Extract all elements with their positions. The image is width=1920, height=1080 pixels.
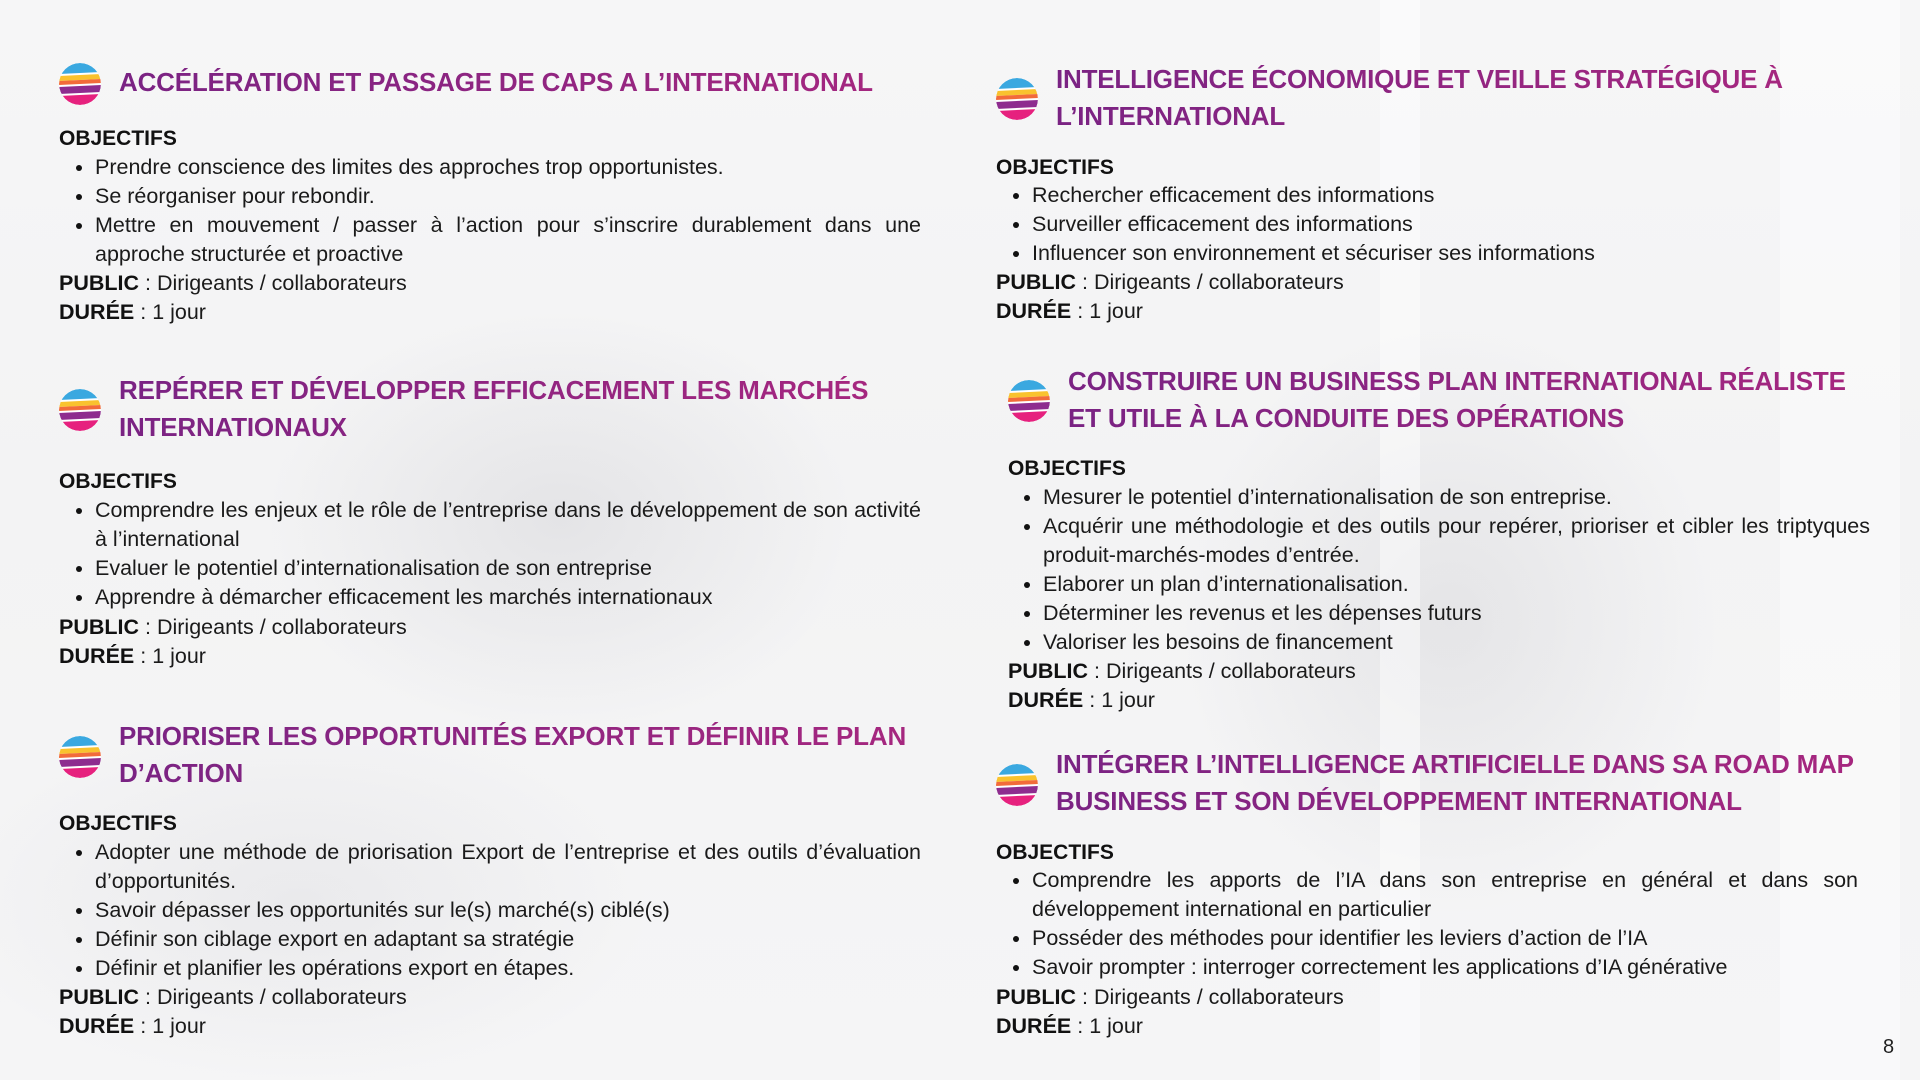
objective-item: Apprendre à démarcher efficacement les marchés internationaux bbox=[95, 583, 921, 612]
course-title: PRIORISER LES OPPORTUNITÉS EXPORT ET DÉFINIR LE PLAN D’ACTION bbox=[119, 718, 919, 792]
objective-item: Elaborer un plan d’internationalisation. bbox=[1043, 570, 1870, 599]
duration-line bbox=[996, 1012, 1143, 1041]
objective-item: Se réorganiser pour rebondir. bbox=[95, 182, 921, 211]
objectives-list bbox=[95, 153, 921, 269]
course-title: ACCÉLÉRATION ET PASSAGE DE CAPS A L’INTERNATIONAL bbox=[119, 64, 919, 101]
separator: : bbox=[139, 985, 157, 1009]
brand-logo-icon bbox=[996, 764, 1038, 806]
objective-item: Mettre en mouvement / passer à l’action pour s’inscrire durablement dans une approche structurée et proactive bbox=[95, 211, 921, 269]
duration-label: DURÉE bbox=[59, 644, 135, 668]
course-title: CONSTRUIRE UN BUSINESS PLAN INTERNATIONAL RÉALISTE ET UTILE À LA CONDUITE DES OPÉRATIONS bbox=[1068, 363, 1878, 437]
objective-item: Surveiller efficacement des informations bbox=[1032, 210, 1858, 239]
brand-logo-icon bbox=[59, 736, 101, 778]
public-label: PUBLIC bbox=[1008, 659, 1089, 683]
course-title: REPÉRER ET DÉVELOPPER EFFICACEMENT LES MARCHÉS INTERNATIONAUX bbox=[119, 372, 879, 446]
objective-item: Influencer son environnement et sécuriser ses informations bbox=[1032, 239, 1858, 268]
objectives-label: OBJECTIFS bbox=[59, 812, 177, 835]
objective-item: Adopter une méthode de priorisation Export de l’entreprise et des outils d’évaluation d’opportunités. bbox=[95, 838, 921, 896]
separator: : bbox=[134, 1014, 153, 1038]
separator: : bbox=[1071, 1014, 1090, 1038]
duration-line bbox=[1008, 686, 1155, 715]
public-line bbox=[59, 983, 407, 1012]
brand-logo-icon bbox=[996, 78, 1038, 120]
objective-item: Déterminer les revenus et les dépenses futurs bbox=[1043, 599, 1870, 628]
public-value: Dirigeants / collaborateurs bbox=[156, 271, 407, 295]
separator: : bbox=[1076, 270, 1094, 294]
objective-item: Définir son ciblage export en adaptant sa stratégie bbox=[95, 925, 921, 954]
public-label: PUBLIC bbox=[59, 271, 140, 295]
public-line bbox=[59, 269, 407, 298]
duration-value: 1 jour bbox=[152, 1014, 206, 1038]
objective-item: Comprendre les apports de l’IA dans son entreprise en général et dans son développement international en particulier bbox=[1032, 866, 1858, 924]
objectives-list bbox=[95, 838, 921, 983]
objective-item: Valoriser les besoins de financement bbox=[1043, 628, 1870, 657]
duration-label: DURÉE bbox=[996, 1014, 1072, 1038]
duration-label: DURÉE bbox=[59, 1014, 135, 1038]
public-value: Dirigeants / collaborateurs bbox=[156, 985, 407, 1009]
public-value: Dirigeants / collaborateurs bbox=[156, 615, 407, 639]
course-title: INTELLIGENCE ÉCONOMIQUE ET VEILLE STRATÉGIQUE À L’INTERNATIONAL bbox=[1056, 61, 1796, 135]
separator: : bbox=[139, 615, 157, 639]
duration-line bbox=[59, 298, 206, 327]
public-label: PUBLIC bbox=[59, 615, 140, 639]
separator: : bbox=[134, 300, 153, 324]
duration-line bbox=[59, 642, 206, 671]
objectives-label: OBJECTIFS bbox=[59, 127, 177, 150]
objectives-list bbox=[95, 496, 921, 612]
objective-item: Savoir prompter : interroger correctement les applications d’IA générative bbox=[1032, 953, 1858, 982]
public-label: PUBLIC bbox=[996, 270, 1077, 294]
public-line bbox=[59, 613, 407, 642]
separator: : bbox=[139, 271, 157, 295]
duration-label: DURÉE bbox=[996, 299, 1072, 323]
brand-logo-icon bbox=[59, 389, 101, 431]
objectives-label: OBJECTIFS bbox=[996, 156, 1114, 179]
public-line bbox=[1008, 657, 1356, 686]
duration-line bbox=[996, 297, 1143, 326]
brand-logo-icon bbox=[1008, 380, 1050, 422]
public-value: Dirigeants / collaborateurs bbox=[1093, 985, 1344, 1009]
separator: : bbox=[134, 644, 153, 668]
public-label: PUBLIC bbox=[59, 985, 140, 1009]
objectives-list bbox=[1032, 866, 1858, 982]
objective-item: Acquérir une méthodologie et des outils pour repérer, prioriser et cibler les triptyques produit-marchés-modes d’entrée. bbox=[1043, 512, 1870, 570]
duration-label: DURÉE bbox=[1008, 688, 1084, 712]
objectives-list bbox=[1043, 483, 1870, 657]
public-label: PUBLIC bbox=[996, 985, 1077, 1009]
course-title: INTÉGRER L’INTELLIGENCE ARTIFICIELLE DANS SA ROAD MAP BUSINESS ET SON DÉVELOPPEMENT INTERNATIONAL bbox=[1056, 746, 1856, 820]
public-line bbox=[996, 268, 1344, 297]
duration-value: 1 jour bbox=[152, 644, 206, 668]
objective-item: Comprendre les enjeux et le rôle de l’entreprise dans le développement de son activité à l’international bbox=[95, 496, 921, 554]
page-number: 8 bbox=[1883, 1036, 1895, 1058]
separator: : bbox=[1088, 659, 1106, 683]
objectives-label: OBJECTIFS bbox=[996, 841, 1114, 864]
public-value: Dirigeants / collaborateurs bbox=[1105, 659, 1356, 683]
duration-line bbox=[59, 1012, 206, 1041]
objective-item: Prendre conscience des limites des approches trop opportunistes. bbox=[95, 153, 921, 182]
public-line bbox=[996, 983, 1344, 1012]
brand-logo-icon bbox=[59, 63, 101, 105]
duration-value: 1 jour bbox=[1089, 299, 1143, 323]
duration-value: 1 jour bbox=[1101, 688, 1155, 712]
separator: : bbox=[1071, 299, 1090, 323]
objective-item: Evaluer le potentiel d’internationalisation de son entreprise bbox=[95, 554, 921, 583]
objectives-list bbox=[1032, 181, 1858, 268]
objective-item: Savoir dépasser les opportunités sur le(s) marché(s) ciblé(s) bbox=[95, 896, 921, 925]
objective-item: Posséder des méthodes pour identifier les leviers d’action de l’IA bbox=[1032, 924, 1858, 953]
objective-item: Définir et planifier les opérations export en étapes. bbox=[95, 954, 921, 983]
separator: : bbox=[1076, 985, 1094, 1009]
objectives-label: OBJECTIFS bbox=[59, 470, 177, 493]
public-value: Dirigeants / collaborateurs bbox=[1093, 270, 1344, 294]
duration-value: 1 jour bbox=[1089, 1014, 1143, 1038]
separator: : bbox=[1083, 688, 1102, 712]
objectives-label: OBJECTIFS bbox=[1008, 457, 1126, 480]
duration-value: 1 jour bbox=[152, 300, 206, 324]
objective-item: Rechercher efficacement des informations bbox=[1032, 181, 1858, 210]
duration-label: DURÉE bbox=[59, 300, 135, 324]
objective-item: Mesurer le potentiel d’internationalisation de son entreprise. bbox=[1043, 483, 1870, 512]
